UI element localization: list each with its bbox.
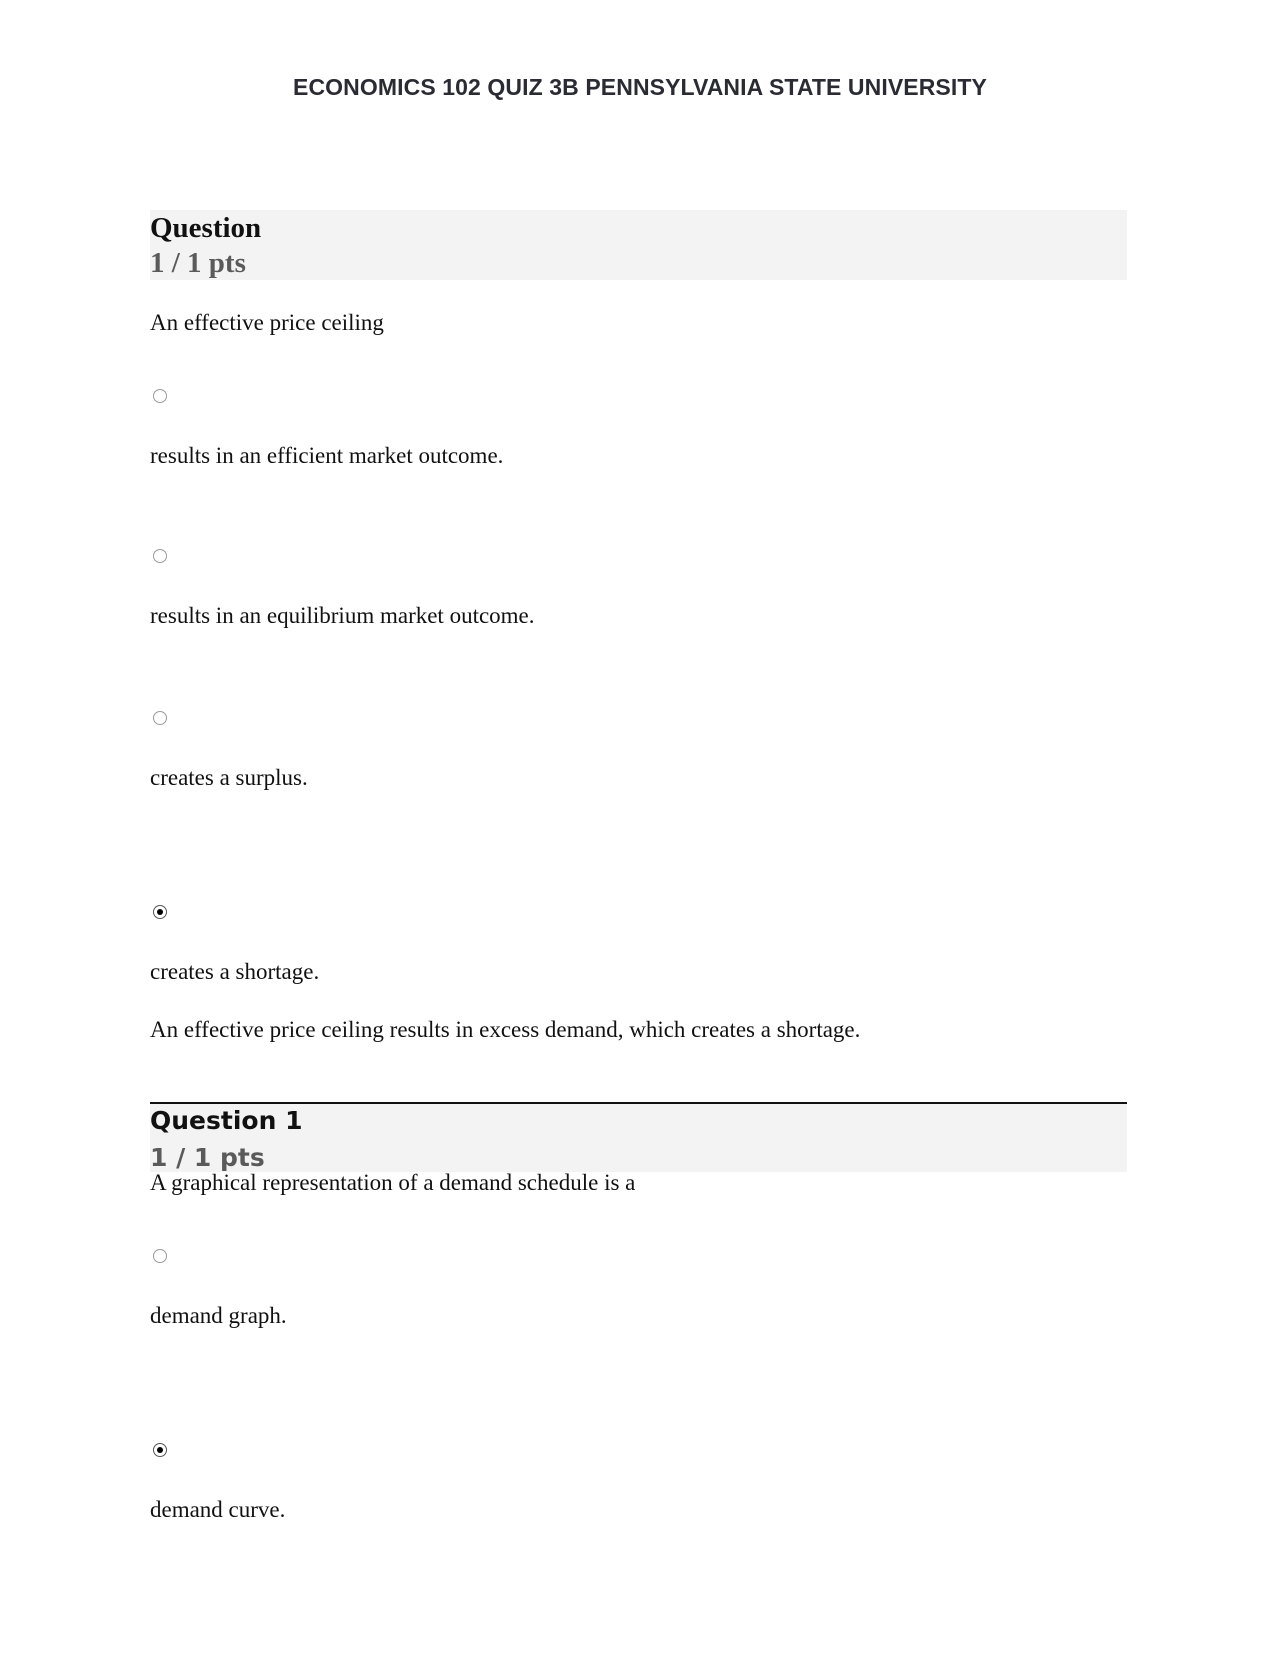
answer-option-label: creates a surplus.	[150, 765, 308, 790]
question-prompt: An effective price ceiling	[150, 310, 384, 335]
answer-radio-selected[interactable]	[153, 1443, 167, 1457]
question-title: Question 1	[150, 1106, 303, 1135]
question-header	[150, 1104, 1127, 1172]
answer-option-label: demand curve.	[150, 1497, 286, 1522]
answer-option-label: creates a shortage.	[150, 959, 320, 984]
document-title: ECONOMICS 102 QUIZ 3B PENNSYLVANIA STATE UNIVERSITY	[293, 74, 987, 100]
answer-radio[interactable]	[153, 711, 167, 725]
answer-option-label: demand graph.	[150, 1303, 287, 1328]
answer-radio[interactable]	[153, 1249, 167, 1263]
question-points: 1 / 1 pts	[150, 1143, 265, 1172]
answer-radio[interactable]	[153, 389, 167, 403]
question-title: Question	[150, 212, 262, 244]
answer-radio-selected[interactable]	[153, 905, 167, 919]
question-header	[150, 210, 1127, 280]
answer-radio[interactable]	[153, 549, 167, 563]
answer-option-label: results in an equilibrium market outcome.	[150, 603, 535, 628]
question-points: 1 / 1 pts	[150, 247, 246, 279]
question-prompt: A graphical representation of a demand schedule is a	[150, 1170, 636, 1195]
answer-explanation: An effective price ceiling results in excess demand, which creates a shortage.	[150, 1017, 861, 1042]
answer-option-label: results in an efficient market outcome.	[150, 443, 504, 468]
